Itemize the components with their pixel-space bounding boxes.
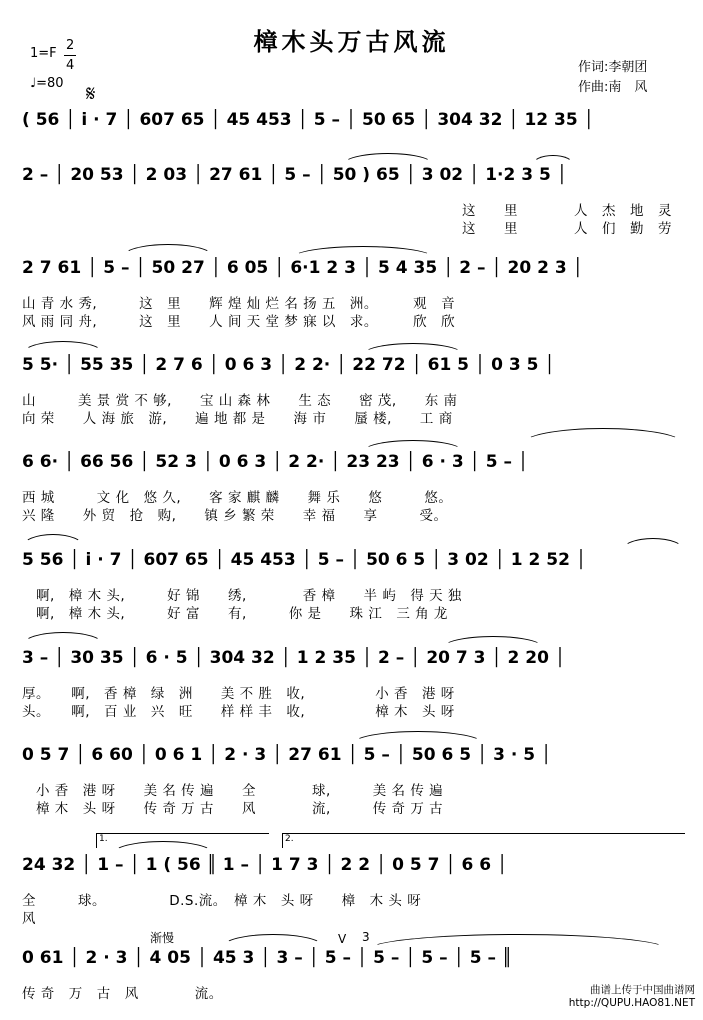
lyric-verse-2: 樟 木 头 呀 传 奇 万 古 风 流, 传 奇 万 古 [22,801,444,817]
lyric-verse-2: 兴 隆 外 贸 抢 购, 镇 乡 繁 荣 幸 福 享 受。 [22,508,448,524]
watermark-footer [569,984,695,1010]
slur-mark [222,934,324,960]
slur-mark [622,538,684,562]
time-signature-top: 2 [66,38,75,53]
notation-line: 5 56 │ i · 7 │ 607 65 │ 45 453 │ 5 – │ 50 6 5 │ 3 02 │ 1 2 52 │ [22,550,587,570]
slur-mark [342,153,434,177]
slur-mark [22,632,104,658]
score-title: 樟木头万古风流 [253,28,450,56]
lyric-verse-1: 全 球。 D.S.流。 樟 木 头 呀 樟 木 头 呀 [22,893,422,909]
time-signature-line [64,55,76,56]
volta-second-ending: 2. [282,833,685,848]
ritardando-marking: 渐慢 [150,931,175,945]
tempo-marking: ♩=80 [30,76,64,91]
notation-line: 6 6· │ 66 56 │ 52 3 │ 0 6 3 │ 2 2· │ 23 23 │ 6 · 3 │ 5 – │ [22,452,529,472]
composer-credit: 作曲:南 风 [578,80,648,95]
lyric-verse-2: 风 [22,911,36,927]
notation-line: 5 5· │ 55 35 │ 2 7 6 │ 0 6 3 │ 2 2· │ 22 72 │ 61 5 │ 0 3 5 │ [22,355,555,375]
breath-mark: V [338,932,347,946]
footer-line-2: http://QUPU.HAO81.NET [568,997,695,1009]
slur-mark [532,155,574,175]
lyric-verse-1: 小 香 港 呀 美 名 传 遍 全 球, 美 名 传 遍 [22,783,444,799]
slur-mark [522,428,684,460]
notation-line: 2 – │ 20 53 │ 2 03 │ 27 61 │ 5 – │ 50 ) 65 │ 3 02 │ 1·2 3 5 │ [22,165,567,185]
notation-line: ( 56 │ i · 7 │ 607 65 │ 45 453 │ 5 – │ 50 65 │ 304 32 │ 12 35 │ [22,110,594,130]
slur-mark [112,841,214,867]
footer-line-1: 曲谱上传于中国曲谱网 [590,984,695,996]
notation-line: 0 5 7 │ 6 60 │ 0 6 1 │ 2 · 3 │ 27 61 │ 5 – │ 50 6 5 │ 3 · 5 │ [22,745,552,765]
notation-line: 24 32 │ 1 – │ 1 ( 56 ║ 1 – │ 1 7 3 │ 2 2 │ 0 5 7 │ 6 6 │ [22,855,508,875]
notation-line: 3 – │ 30 35 │ 6 · 5 │ 304 32 │ 1 2 35 │ 2 – │ 20 7 3 │ 2 20 │ [22,648,566,668]
volta-first-ending: 1. [96,833,269,848]
lyric-verse-1: 啊, 樟 木 头, 好 锦 绣, 香 樟 半 屿 得 天 独 [22,588,462,604]
lyric-verse-2: 头。 啊, 百 业 兴 旺 样 样 丰 收, 樟 木 头 呀 [22,704,455,720]
notation-line: 2 7 61 │ 5 – │ 50 27 │ 6 05 │ 6·1 2 3 │ 5 4 35 │ 2 – │ 20 2 3 │ [22,258,583,278]
lyric-verse-2: 向 荣 人 海 旅 游, 遍 地 都 是 海 市 蜃 楼, 工 商 [22,411,453,427]
segno-icon: 𝄋 [86,82,96,107]
slur-mark [442,636,544,660]
time-signature-bottom: 4 [66,58,75,73]
slur-mark [122,244,214,270]
key-signature: 1=F [30,46,57,61]
lyric-verse-1: 厚。 啊, 香 樟 绿 洲 美 不 胜 收, 小 香 港 呀 [22,686,455,702]
slur-mark [22,341,104,367]
lyric-verse-1: 山 美 景 赏 不 够, 宝 山 森 林 生 态 密 茂, 东 南 [22,393,458,409]
notation-line: 0 61 │ 2 · 3 │ 4 05 │ 45 3 │ 3 – │ 5 – │ 5 – │ 5 – │ 5 – ║ [22,948,513,968]
lyric-verse-1: 这 里 人 杰 地 灵 [462,203,672,219]
lyric-verse-2: 风 雨 同 舟, 这 里 人 间 天 堂 梦 寐 以 求。 欣 欣 [22,314,456,330]
slur-mark [22,534,84,560]
slur-mark [367,934,669,966]
slur-mark [362,343,464,367]
lyric-verse-1: 山 青 水 秀, 这 里 辉 煌 灿 烂 名 扬 五 洲。 观 音 [22,296,456,312]
slur-mark [362,440,464,464]
slur-mark [292,246,434,270]
lyric-verse-1: 西 城 文 化 悠 久, 客 家 麒 麟 舞 乐 悠 悠。 [22,490,453,506]
lyric-verse-2: 这 里 人 们 勤 劳 [462,221,672,237]
fermata-beat: 3 [362,930,370,944]
lyric-verse-2: 啊, 樟 木 头, 好 富 有, 你 是 珠 江 三 角 龙 [22,606,448,622]
lyric-verse-1: 传 奇 万 古 风 流。 [22,986,223,1002]
slur-mark [352,731,484,757]
lyricist-credit: 作词:李朝团 [578,60,648,75]
